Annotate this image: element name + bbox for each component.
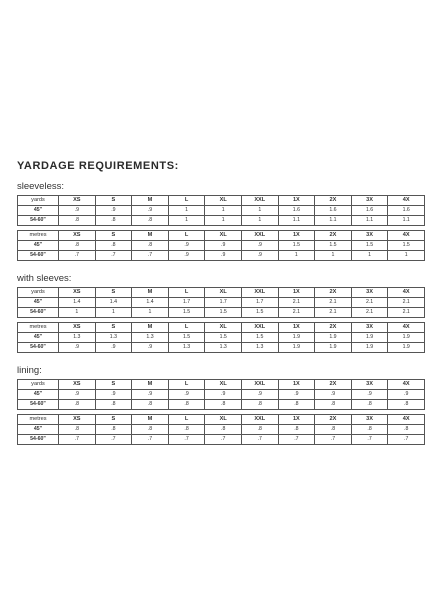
size-header: XL	[205, 323, 242, 333]
unit-label: yards	[18, 196, 59, 206]
yardage-table	[17, 195, 425, 226]
table-cell: 2.1	[278, 308, 315, 318]
table-cell: 1.6	[351, 206, 388, 216]
table-cell: 1.5	[315, 241, 352, 251]
yardage-table	[17, 230, 425, 261]
table-cell: .9	[95, 390, 132, 400]
table-row	[18, 343, 425, 353]
size-header: 2X	[315, 323, 352, 333]
table-cell: 1	[205, 206, 242, 216]
table-cell: .8	[59, 425, 96, 435]
table-cell: 1.3	[132, 333, 169, 343]
table-cell: .9	[59, 206, 96, 216]
size-header: 1X	[278, 380, 315, 390]
table-cell: 1.6	[315, 206, 352, 216]
table-cell: .7	[168, 435, 205, 445]
table-cell: 1.9	[351, 333, 388, 343]
size-header: M	[132, 196, 169, 206]
fabric-width-label: 45"	[18, 206, 59, 216]
size-header: 4X	[388, 196, 425, 206]
size-header: XL	[205, 380, 242, 390]
table-header-row	[18, 380, 425, 390]
fabric-width-label: 54-60"	[18, 216, 59, 226]
yardage-table	[17, 287, 425, 318]
size-header: XS	[59, 231, 96, 241]
table-cell: .8	[388, 425, 425, 435]
size-header: XL	[205, 288, 242, 298]
yardage-page	[17, 160, 425, 457]
table-cell: 1.3	[59, 333, 96, 343]
size-header: 2X	[315, 231, 352, 241]
size-header: XXL	[241, 196, 278, 206]
table-cell: .9	[241, 251, 278, 261]
fabric-width-label: 45"	[18, 241, 59, 251]
size-header: 3X	[351, 288, 388, 298]
fabric-width-label: 54-60"	[18, 435, 59, 445]
table-cell: .8	[205, 400, 242, 410]
table-cell: .8	[95, 241, 132, 251]
table-cell: 1	[59, 308, 96, 318]
table-cell: .7	[241, 435, 278, 445]
table-cell: .8	[278, 425, 315, 435]
size-header: 3X	[351, 415, 388, 425]
size-header: 2X	[315, 415, 352, 425]
table-cell: .9	[205, 241, 242, 251]
size-header: 1X	[278, 196, 315, 206]
table-row	[18, 216, 425, 226]
table-cell: .8	[132, 425, 169, 435]
table-cell: 1.1	[388, 216, 425, 226]
table-header-row	[18, 196, 425, 206]
size-header: 2X	[315, 380, 352, 390]
size-header: M	[132, 288, 169, 298]
table-cell: 1.5	[388, 241, 425, 251]
table-row	[18, 425, 425, 435]
table-cell: 1.7	[241, 298, 278, 308]
table-cell: 2.1	[351, 308, 388, 318]
table-cell: .8	[241, 400, 278, 410]
size-header: M	[132, 231, 169, 241]
size-header: S	[95, 196, 132, 206]
table-cell: 1.1	[315, 216, 352, 226]
sections-container	[17, 181, 425, 445]
table-cell: .7	[351, 435, 388, 445]
size-header: 2X	[315, 196, 352, 206]
size-header: L	[168, 380, 205, 390]
table-cell: 1.9	[278, 333, 315, 343]
table-header-row	[18, 231, 425, 241]
table-header-row	[18, 415, 425, 425]
table-cell: 1.5	[241, 333, 278, 343]
table-cell: .9	[95, 206, 132, 216]
table-cell: .7	[132, 251, 169, 261]
table-cell: .7	[59, 251, 96, 261]
table-cell: .8	[95, 400, 132, 410]
section-label: with sleeves:	[17, 273, 72, 284]
table-row	[18, 241, 425, 251]
table-cell: 1	[388, 251, 425, 261]
table-cell: .9	[205, 251, 242, 261]
unit-label: metres	[18, 231, 59, 241]
section-0	[17, 181, 425, 261]
size-header: 3X	[351, 196, 388, 206]
table-cell: 1.5	[205, 333, 242, 343]
section-label: sleeveless:	[17, 181, 64, 192]
table-cell: 1.1	[278, 216, 315, 226]
size-header: M	[132, 323, 169, 333]
table-cell: .8	[95, 216, 132, 226]
table-cell: .8	[59, 241, 96, 251]
fabric-width-label: 54-60"	[18, 343, 59, 353]
table-cell: .7	[59, 435, 96, 445]
table-cell: 1.1	[351, 216, 388, 226]
table-row	[18, 390, 425, 400]
size-header: S	[95, 231, 132, 241]
table-row	[18, 298, 425, 308]
size-header: 1X	[278, 231, 315, 241]
table-cell: .7	[278, 435, 315, 445]
table-cell: 1	[278, 251, 315, 261]
table-cell: 1.6	[388, 206, 425, 216]
table-cell: 1.9	[351, 343, 388, 353]
size-header: M	[132, 415, 169, 425]
table-cell: .9	[132, 343, 169, 353]
table-cell: 1	[95, 308, 132, 318]
table-cell: 1.7	[205, 298, 242, 308]
table-cell: .9	[59, 390, 96, 400]
table-cell: .9	[132, 206, 169, 216]
table-cell: .7	[388, 435, 425, 445]
table-cell: 2.1	[351, 298, 388, 308]
size-header: XS	[59, 323, 96, 333]
table-cell: 1.5	[278, 241, 315, 251]
table-cell: .8	[205, 425, 242, 435]
size-header: 4X	[388, 231, 425, 241]
table-cell: 1.5	[351, 241, 388, 251]
table-cell: 1.3	[241, 343, 278, 353]
table-cell: .8	[168, 425, 205, 435]
table-cell: .7	[205, 435, 242, 445]
table-cell: .8	[132, 400, 169, 410]
fabric-width-label: 54-60"	[18, 251, 59, 261]
size-header: XXL	[241, 231, 278, 241]
unit-label: metres	[18, 323, 59, 333]
size-header: XS	[59, 415, 96, 425]
table-cell: .8	[59, 400, 96, 410]
size-header: XXL	[241, 415, 278, 425]
size-header: 3X	[351, 323, 388, 333]
size-header: M	[132, 380, 169, 390]
table-row	[18, 400, 425, 410]
table-row	[18, 206, 425, 216]
table-cell: 1.9	[315, 333, 352, 343]
table-row	[18, 308, 425, 318]
size-header: XL	[205, 415, 242, 425]
fabric-width-label: 54-60"	[18, 308, 59, 318]
size-header: L	[168, 196, 205, 206]
size-header: 3X	[351, 231, 388, 241]
fabric-width-label: 45"	[18, 425, 59, 435]
size-header: L	[168, 323, 205, 333]
size-header: 1X	[278, 415, 315, 425]
size-header: S	[95, 415, 132, 425]
table-cell: 1.9	[278, 343, 315, 353]
table-cell: .8	[315, 400, 352, 410]
table-cell: .9	[132, 390, 169, 400]
size-header: 3X	[351, 380, 388, 390]
section-label: lining:	[17, 365, 42, 376]
table-cell: 1	[205, 216, 242, 226]
table-row	[18, 435, 425, 445]
table-cell: 2.1	[315, 298, 352, 308]
table-cell: .9	[241, 390, 278, 400]
table-row	[18, 333, 425, 343]
table-cell: .9	[95, 343, 132, 353]
table-cell: .9	[315, 390, 352, 400]
table-cell: 2.1	[278, 298, 315, 308]
fabric-width-label: 45"	[18, 333, 59, 343]
table-cell: 1.6	[278, 206, 315, 216]
size-header: XS	[59, 380, 96, 390]
table-header-row	[18, 288, 425, 298]
size-header: 4X	[388, 288, 425, 298]
table-cell: .8	[351, 425, 388, 435]
table-cell: 1	[241, 206, 278, 216]
table-cell: 1.7	[168, 298, 205, 308]
table-cell: .9	[278, 390, 315, 400]
table-cell: .9	[168, 390, 205, 400]
size-header: XS	[59, 288, 96, 298]
table-cell: .9	[59, 343, 96, 353]
fabric-width-label: 54-60"	[18, 400, 59, 410]
section-2	[17, 365, 425, 445]
size-header: XXL	[241, 323, 278, 333]
table-cell: 1	[168, 216, 205, 226]
table-cell: 1.3	[205, 343, 242, 353]
table-cell: 1.4	[95, 298, 132, 308]
table-cell: 1.5	[241, 308, 278, 318]
yardage-table	[17, 379, 425, 410]
table-cell: 1.9	[388, 343, 425, 353]
size-header: 1X	[278, 323, 315, 333]
table-cell: .9	[241, 241, 278, 251]
table-cell: 1	[132, 308, 169, 318]
size-header: 2X	[315, 288, 352, 298]
table-cell: 2.1	[388, 308, 425, 318]
unit-label: metres	[18, 415, 59, 425]
table-cell: 2.1	[315, 308, 352, 318]
table-cell: 2.1	[388, 298, 425, 308]
table-cell: .7	[315, 435, 352, 445]
table-cell: .8	[132, 216, 169, 226]
size-header: L	[168, 288, 205, 298]
table-cell: .7	[132, 435, 169, 445]
table-cell: 1.4	[132, 298, 169, 308]
table-cell: 1	[241, 216, 278, 226]
size-header: 4X	[388, 380, 425, 390]
table-cell: .8	[278, 400, 315, 410]
table-cell: .7	[95, 435, 132, 445]
table-cell: .9	[168, 251, 205, 261]
table-cell: .8	[351, 400, 388, 410]
size-header: 4X	[388, 323, 425, 333]
table-cell: .9	[168, 241, 205, 251]
table-cell: 1.5	[205, 308, 242, 318]
table-cell: .8	[168, 400, 205, 410]
yardage-table	[17, 322, 425, 353]
table-cell: .8	[388, 400, 425, 410]
unit-label: yards	[18, 380, 59, 390]
table-cell: 1	[168, 206, 205, 216]
table-cell: .8	[241, 425, 278, 435]
unit-label: yards	[18, 288, 59, 298]
table-cell: 1	[315, 251, 352, 261]
table-cell: .8	[132, 241, 169, 251]
size-header: XS	[59, 196, 96, 206]
table-cell: 1	[351, 251, 388, 261]
size-header: XL	[205, 196, 242, 206]
size-header: XXL	[241, 380, 278, 390]
size-header: S	[95, 380, 132, 390]
table-cell: .9	[388, 390, 425, 400]
yardage-table	[17, 414, 425, 445]
table-cell: .9	[351, 390, 388, 400]
size-header: 1X	[278, 288, 315, 298]
table-cell: 1.5	[168, 308, 205, 318]
table-cell: .8	[59, 216, 96, 226]
table-cell: .7	[95, 251, 132, 261]
table-cell: 1.9	[388, 333, 425, 343]
table-cell: 1.9	[315, 343, 352, 353]
size-header: XXL	[241, 288, 278, 298]
table-header-row	[18, 323, 425, 333]
table-row	[18, 251, 425, 261]
table-cell: 1.5	[168, 333, 205, 343]
table-cell: 1.3	[168, 343, 205, 353]
size-header: 4X	[388, 415, 425, 425]
size-header: S	[95, 323, 132, 333]
size-header: S	[95, 288, 132, 298]
table-cell: 1.4	[59, 298, 96, 308]
size-header: XL	[205, 231, 242, 241]
table-cell: .8	[95, 425, 132, 435]
table-cell: .9	[205, 390, 242, 400]
table-cell: 1.3	[95, 333, 132, 343]
size-header: L	[168, 415, 205, 425]
table-cell: .8	[315, 425, 352, 435]
fabric-width-label: 45"	[18, 390, 59, 400]
page-title: YARDAGE REQUIREMENTS:	[17, 160, 179, 172]
section-1	[17, 273, 425, 353]
fabric-width-label: 45"	[18, 298, 59, 308]
size-header: L	[168, 231, 205, 241]
